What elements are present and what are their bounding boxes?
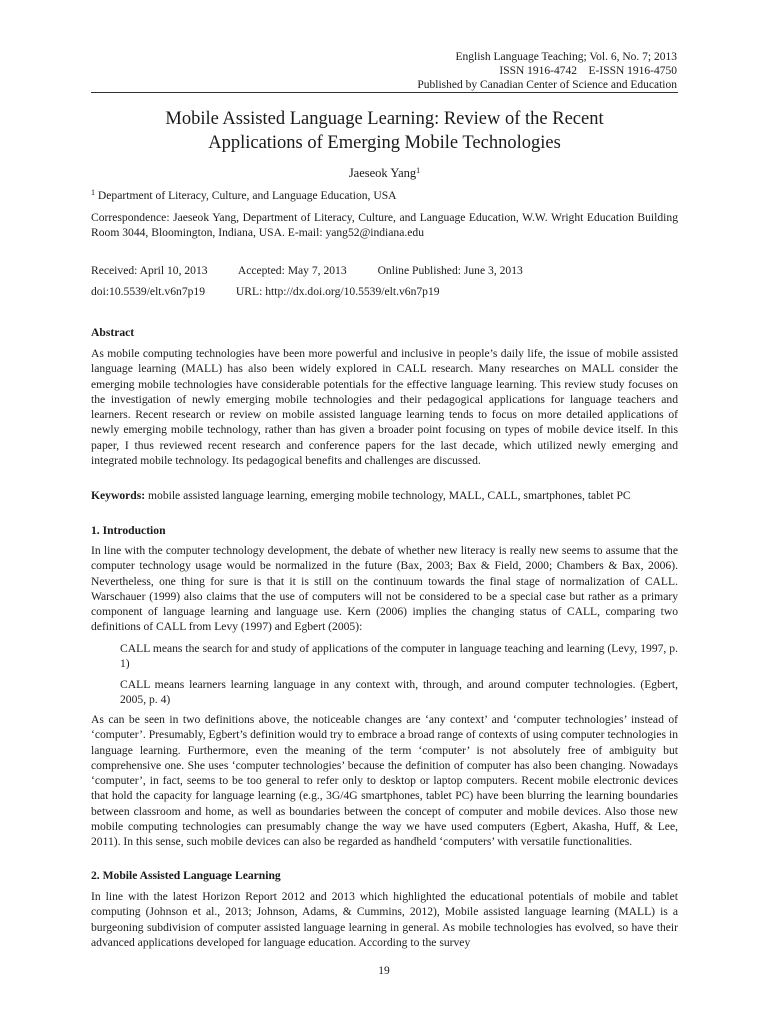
doi: doi:10.5539/elt.v6n7p19	[91, 285, 206, 298]
issn-line: ISSN 1916-4742 E-ISSN 1916-4750	[499, 65, 677, 77]
journal-header	[257, 50, 677, 92]
block-quote-egbert: CALL means learners learning language in any context with, through, and around computer technologies. (Egbert, 2005, p. 4)	[120, 678, 678, 707]
accepted-date: Accepted: May 7, 2013	[237, 264, 347, 277]
journal-citation: English Language Teaching; Vol. 6, No. 7; 2013	[455, 51, 677, 63]
introduction-paragraph-1: In line with the computer technology development, the debate of whether new literacy is really new seems to assume that the computer technology usage would be normalized in the future (Bax, 2003; Bax & Field, 2000; Chambers & Bax, 2006). Nevertheless, one thing for sure is that it is still on the continuum towards the final stage of normalization of CALL. Warschauer (1999) also claims that the use of computers will not be considered to be a special case but rather as a primary component of language learning and language use. Kern (2006) implies the changing status of CALL, comparing two definitions of CALL from Levy (1997) and Egbert (2005):	[91, 544, 678, 634]
section-heading-mall: 2. Mobile Assisted Language Learning	[91, 869, 281, 882]
affiliation-marker: 1	[91, 188, 95, 197]
publisher-line: Published by Canadian Center of Science and Education	[417, 79, 677, 91]
article-metadata	[91, 263, 678, 305]
doi-url: URL: http://dx.doi.org/10.5539/elt.v6n7p19	[235, 285, 440, 298]
affiliation-text: Department of Literacy, Culture, and Language Education, USA	[95, 189, 397, 202]
abstract-heading: Abstract	[91, 326, 135, 339]
correspondence: Correspondence: Jaeseok Yang, Department of Literacy, Culture, and Language Education, W.W. Wright Education Building Room 3044, Bloomington, Indiana, USA. E-mail: yang52@indiana.edu	[91, 211, 678, 240]
title-line-1: Mobile Assisted Language Learning: Review of the Recent	[165, 109, 604, 129]
title-line-2: Applications of Emerging Mobile Technologies	[208, 133, 561, 153]
introduction-paragraph-2: As can be seen in two definitions above, the noticeable changes are ‘any context’ and ‘computer technologies’ instead of ‘computer’. Presumably, Egbert’s definition would try to embrace a broad range of contexts of using computer technologies in language learning. Furthermore, even the meaning of the term ‘computer’ is not absolutely free of ambiguity but comprehensive one. She uses ‘computer technologies’ because the definition of computer has also been changing. Nowadays ‘computer’, in fact, seems to be too general to refer only to desktop or laptop computers. Recent mobile electronic devices that hold the capacity for language learning (e.g., 3G/4G smartphones, tablet PC) have been blurring the learning boundaries between classroom and home, as well as boundaries between the concept of computer and mobile devices. Also those new mobile computing technologies can presumably change the way we have used computers (Egbert, Akasha, Huff, & Lee, 2011). In this sense, such mobile devices can also be regarded as handheld ‘computers’ with versatile functionalities.	[91, 713, 678, 849]
mall-paragraph-1: In line with the latest Horizon Report 2012 and 2013 which highlighted the educational potentials of mobile and tablet computing (Johnson et al., 2013; Johnson, Adams, & Cummins, 2012), Mobile assisted language learning (MALL) is a burgeoning subdivision of computer assisted language learning in general. As mobile technologies has evolved, so have their advanced applications developed for language education. According to the survey	[91, 890, 678, 949]
author-name-text: Jaeseok Yang	[348, 166, 417, 180]
ids-row	[91, 284, 678, 305]
block-quote-levy: CALL means the search for and study of applications of the computer in language teaching and learning (Levy, 1997, p. 1)	[120, 642, 678, 671]
keywords	[91, 488, 678, 503]
keywords-label: Keywords:	[91, 489, 146, 502]
page-number: 19	[378, 965, 390, 977]
abstract-text: As mobile computing technologies have been more powerful and inclusive in people’s daily life, the issue of mobile assisted language learning (MALL) has also been widely explored in CALL research. Many researches on MALL consider the emerging mobile technologies have considerable potentials for the effective language learning. This review study focuses on the investigation of newly emerging mobile technologies and their pedagogical applications for language teachers and learners. Recent research or review on mobile assisted language learning tends to focus on more detailed applications of newly emerging mobile technology, rather than has given a broader point focusing on types of mobile device itself. In this paper, I thus reviewed recent research and conference papers for the last decade, which utilized newly emerging and integrated mobile technology. Its pedagogical benefits and challenges are discussed.	[91, 347, 678, 468]
dates-row	[91, 263, 678, 284]
author-name	[91, 166, 678, 181]
section-heading-introduction: 1. Introduction	[91, 524, 166, 537]
keywords-text: mobile assisted language learning, emerging mobile technology, MALL, CALL, smartphones, tablet PC	[145, 489, 631, 502]
published-date: Online Published: June 3, 2013	[377, 264, 523, 277]
received-date: Received: April 10, 2013	[91, 264, 208, 277]
affiliation	[91, 188, 678, 203]
paper-title	[91, 107, 678, 155]
header-divider	[91, 92, 678, 93]
author-affiliation-marker: 1	[416, 166, 421, 175]
